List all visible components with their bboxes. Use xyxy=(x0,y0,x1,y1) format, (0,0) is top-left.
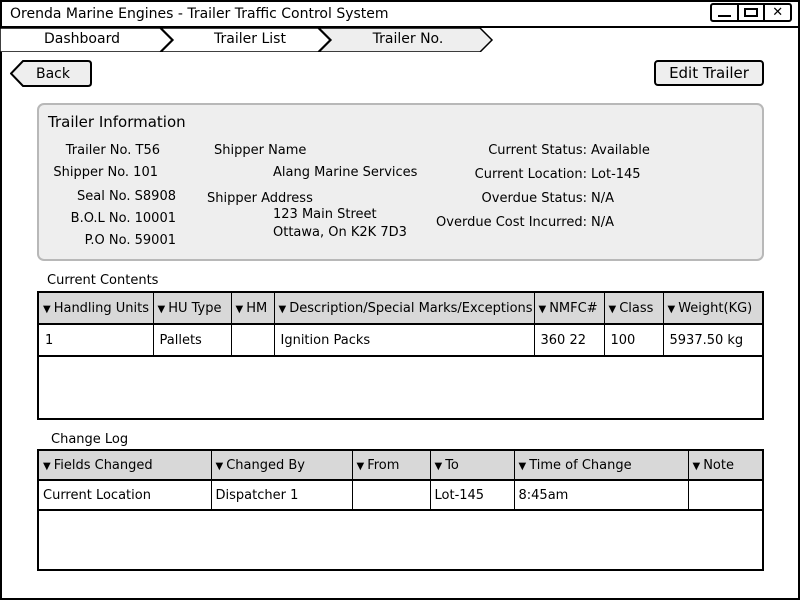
bol-no: B.O.L No. 10001 xyxy=(70,211,176,226)
window-controls xyxy=(710,3,792,22)
cost-label: Overdue Cost Incurred: xyxy=(436,215,587,230)
window-title: Orenda Marine Engines - Trailer Traffic Control System xyxy=(10,6,389,22)
table-row[interactable] xyxy=(39,480,762,510)
sort-down-icon: ▼ xyxy=(43,460,51,472)
breadcrumb-dashboard[interactable]: Dashboard xyxy=(44,31,120,47)
table-row[interactable] xyxy=(39,324,762,356)
cell-class: 100 xyxy=(604,324,663,356)
edit-trailer-button[interactable]: Edit Trailer xyxy=(654,60,764,86)
cost-value: N/A xyxy=(591,215,614,230)
col-note[interactable]: ▼ Note xyxy=(688,451,762,480)
changelog-header-row xyxy=(39,451,762,480)
contents-label: Current Contents xyxy=(47,273,159,288)
cell-note xyxy=(688,480,762,510)
breadcrumb xyxy=(0,28,500,52)
breadcrumb-trailer-list[interactable]: Trailer List xyxy=(214,31,286,47)
cell-hu-type: Pallets xyxy=(153,324,231,356)
col-nmfc[interactable]: ▼ NMFC# xyxy=(534,293,604,324)
shipper-name-label: Shipper Name xyxy=(214,143,307,158)
status-label: Current Status: xyxy=(488,143,587,158)
changelog-label: Change Log xyxy=(51,432,129,447)
shipper-address-label: Shipper Address xyxy=(207,191,313,206)
sort-down-icon: ▼ xyxy=(157,303,166,315)
panel-title: Trailer Information xyxy=(48,113,186,131)
col-changed-by[interactable]: ▼ Changed By xyxy=(211,451,352,480)
sort-down-icon: ▼ xyxy=(518,460,527,472)
sort-down-icon: ▼ xyxy=(608,303,617,315)
location-label: Current Location: xyxy=(474,167,587,182)
contents-header-row xyxy=(39,293,762,324)
sort-down-icon: ▼ xyxy=(215,460,224,472)
sort-down-icon: ▼ xyxy=(356,460,365,472)
col-weight[interactable]: ▼ Weight(KG) xyxy=(663,293,762,324)
cell-hm xyxy=(231,324,274,356)
seal-no: Seal No. S8908 xyxy=(76,189,176,204)
sort-down-icon: ▼ xyxy=(692,460,701,472)
cell-changed-by: Dispatcher 1 xyxy=(211,480,352,510)
trailer-no: Trailer No. T56 xyxy=(65,143,160,158)
shipper-no: Shipper No. 101 xyxy=(53,165,158,180)
changelog-table xyxy=(37,449,764,571)
cell-from xyxy=(352,480,430,510)
sort-down-icon: ▼ xyxy=(235,303,244,315)
shipper-name: Alang Marine Services xyxy=(273,165,418,180)
contents-table xyxy=(37,291,764,420)
cell-fields-changed: Current Location xyxy=(39,480,211,510)
breadcrumb-trailer-no[interactable]: Trailer No. xyxy=(372,31,444,47)
close-icon[interactable]: ✕ xyxy=(772,5,784,20)
col-hu-type[interactable]: ▼ HU Type xyxy=(153,293,231,324)
minimize-icon[interactable] xyxy=(712,5,739,20)
location-value: Lot-145 xyxy=(591,167,641,182)
address-line-2: Ottawa, On K2K 7D3 xyxy=(273,225,407,240)
trailer-info-panel xyxy=(37,103,764,261)
cell-description: Ignition Packs xyxy=(274,324,534,356)
sort-down-icon: ▼ xyxy=(538,303,547,315)
cell-handling-units: 1 xyxy=(39,324,153,356)
title-bar xyxy=(2,2,798,28)
col-fields-changed[interactable]: ▼ Fields Changed xyxy=(39,451,211,480)
address-line-1: 123 Main Street xyxy=(273,207,377,222)
sort-down-icon: ▼ xyxy=(667,303,676,315)
cell-to: Lot-145 xyxy=(430,480,514,510)
col-from[interactable]: ▼ From xyxy=(352,451,430,480)
col-description[interactable]: ▼ Description/Special Marks/Exceptions xyxy=(274,293,534,324)
po-no: P.O No. 59001 xyxy=(84,233,176,248)
sort-down-icon: ▼ xyxy=(43,303,51,315)
back-label: Back xyxy=(36,66,70,82)
status-value: Available xyxy=(591,143,650,158)
cell-nmfc: 360 22 xyxy=(534,324,604,356)
col-time-of-change[interactable]: ▼ Time of Change xyxy=(514,451,688,480)
sort-down-icon: ▼ xyxy=(434,460,443,472)
maximize-icon[interactable] xyxy=(739,5,766,20)
overdue-label: Overdue Status: xyxy=(481,191,587,206)
col-to[interactable]: ▼ To xyxy=(430,451,514,480)
col-handling-units[interactable]: ▼ Handling Units xyxy=(39,293,153,324)
cell-weight: 5937.50 kg xyxy=(663,324,762,356)
back-button[interactable] xyxy=(10,60,92,91)
sort-down-icon: ▼ xyxy=(278,303,287,315)
col-hm[interactable]: ▼ HM xyxy=(231,293,274,324)
overdue-value: N/A xyxy=(591,191,614,206)
cell-time-of-change: 8:45am xyxy=(514,480,688,510)
col-class[interactable]: ▼ Class xyxy=(604,293,663,324)
